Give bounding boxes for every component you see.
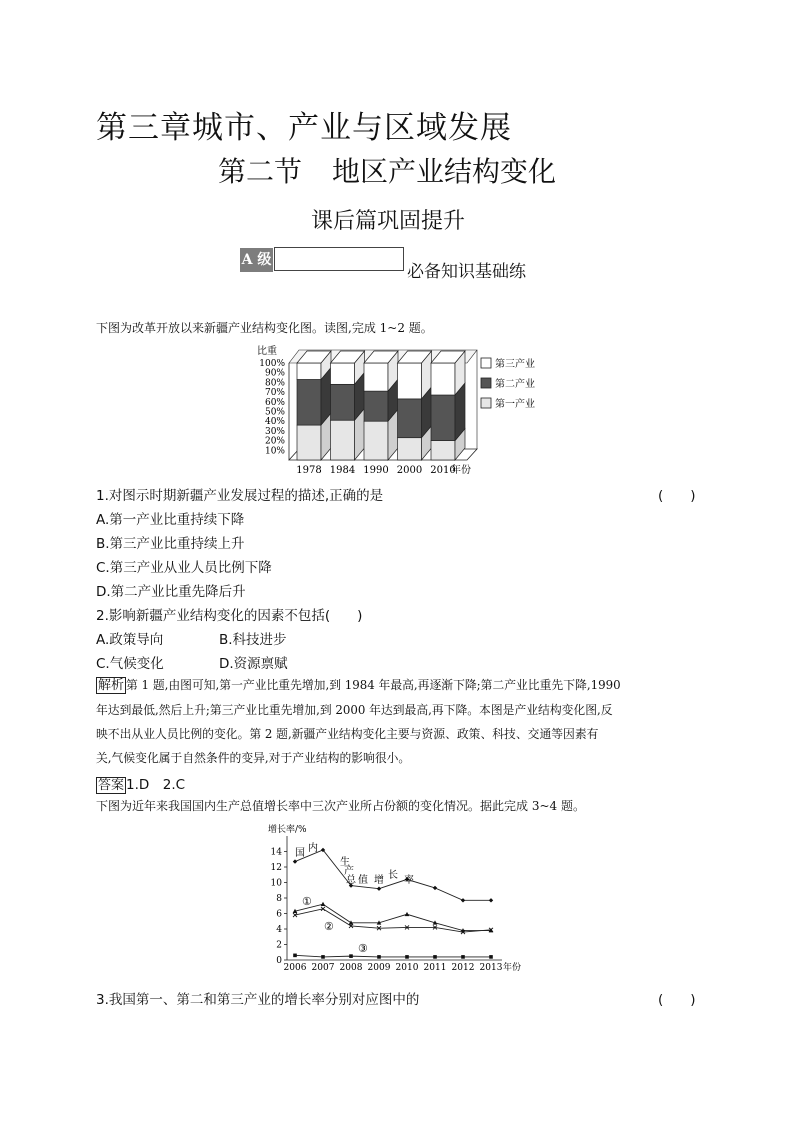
chart2-xtick-label: 2013: [479, 963, 503, 973]
legend-swatch-primary: [481, 398, 491, 408]
chart1-ytick-label: 100%: [259, 359, 285, 369]
answer-tag: 答案: [98, 778, 125, 793]
gdp-label-char: 值: [358, 875, 368, 886]
chart2-point: [461, 898, 465, 902]
chart1-bar-segment: [364, 421, 388, 460]
q2-option-c: C.气候变化: [96, 656, 164, 672]
series-marker-3: ③: [358, 942, 368, 955]
chart1-bar-segment: [297, 379, 321, 425]
question-3-answer-paren: ( ): [658, 992, 696, 1008]
section-heading: [218, 150, 556, 190]
chart1-xtick-label: 1990: [363, 465, 389, 476]
chart1-bar-segment: [364, 363, 388, 391]
gdp-label-char: 国: [295, 848, 305, 859]
answer-line: [96, 773, 185, 794]
chart1-xtick-label: 2010: [430, 465, 456, 476]
chart1-bars: [297, 351, 465, 460]
chart2-ytick-label: 14: [270, 847, 282, 858]
question-2-stem: 2.影响新疆产业结构变化的因素不包括( ): [96, 608, 363, 624]
analysis-line-1: [96, 676, 621, 694]
chart1-ytick-label: 90%: [264, 368, 285, 379]
question-1-answer-paren: ( ): [658, 488, 696, 504]
chart2-ylabel: 增长率/%: [268, 825, 307, 835]
chart1-bar-segment: [331, 420, 355, 460]
chart2-point: [433, 955, 437, 959]
question-1-stem: 1.对图示时期新疆产业发展过程的描述,正确的是: [96, 488, 384, 504]
chart2-ytick-label: 10: [270, 878, 282, 889]
section-title: 地区产业结构变化: [332, 155, 557, 188]
q1-option-a: A.第一产业比重持续下降: [96, 512, 245, 528]
level-title: 必备知识基础练: [407, 262, 526, 282]
section-number: 第二节: [218, 155, 303, 188]
legend-swatch-secondary: [481, 378, 491, 388]
chart2-point: [321, 902, 326, 906]
chart2-point: [377, 887, 381, 891]
chart2-lines: [293, 848, 494, 959]
chart1-xtick-label: 1978: [296, 465, 322, 476]
chart1-ytick-label: 40%: [264, 417, 285, 428]
chart2-point: [405, 955, 409, 959]
q2-option-b: B.科技进步: [219, 632, 287, 648]
chart1-bar-segment: [431, 441, 455, 460]
chart2-point: [461, 955, 465, 959]
chart2-point: [405, 912, 410, 916]
chart2-xtick-label: 2007: [311, 963, 335, 973]
analysis-line-3: 映不出从业人员比例的变化。第 2 题,新疆产业结构变化主要与资源、政策、科技、交通等因素有: [96, 727, 599, 741]
series-marker-1: ①: [302, 895, 312, 908]
gdp-label-char: 总: [346, 875, 356, 886]
chart2-point: [293, 859, 297, 863]
chart1-ylabel: 比重: [257, 346, 277, 357]
chart2-ytick-label: 4: [276, 925, 282, 935]
answer-text: 1.D 2.C: [126, 777, 186, 793]
level-blank-box: [274, 247, 404, 271]
gdp-label-char: 产: [344, 866, 354, 877]
subtitle: 课后篇巩固提升: [311, 209, 466, 234]
gdp-label-char: 增: [374, 875, 384, 886]
chart1-ytick-label: 10%: [264, 446, 285, 457]
analysis-tag: 解析: [98, 678, 125, 693]
chart2-point: [377, 955, 381, 959]
chart2-ytick-label: 0: [276, 956, 282, 966]
chart1-ytick-label: 80%: [264, 378, 285, 389]
chart1-ytick-label: 30%: [264, 426, 285, 437]
chart1-bar-segment: [398, 438, 422, 460]
legend-label-primary: 第一产业: [495, 399, 535, 410]
gdp-label-char: 生: [340, 857, 350, 868]
chart1-bar-segment: [297, 363, 321, 379]
industry-structure-chart: [255, 338, 555, 480]
chart2-point: [489, 955, 493, 959]
chart2-xtick-label: 2009: [367, 963, 391, 973]
chart2-xtick-label: 2008: [339, 963, 363, 973]
intro-q1-2: 下图为改革开放以来新疆产业结构变化图。读图,完成 1~2 题。: [96, 321, 433, 335]
question-3-stem: 3.我国第一、第二和第三产业的增长率分别对应图中的: [96, 992, 420, 1008]
chart1-bar-segment: [398, 363, 422, 399]
chart2-xtick-label: 2012: [451, 963, 475, 973]
legend-label-secondary: 第二产业: [495, 379, 535, 390]
chart1-xtick-label: 2000: [396, 465, 423, 476]
chart2-point: [349, 954, 353, 958]
level-tag: A 级: [240, 248, 273, 272]
q1-option-b: B.第三产业比重持续上升: [96, 536, 245, 552]
chart2-point: [321, 955, 325, 959]
gdp-label-char: 长: [388, 870, 398, 881]
chart2-ytick-label: 12: [270, 863, 282, 873]
chart1-bar-segment: [364, 391, 388, 421]
q1-option-d: D.第二产业比重先降后升: [96, 584, 246, 600]
chart2-ytick-label: 8: [276, 894, 282, 904]
series-marker-2: ②: [324, 920, 334, 933]
gdp-growth-label: [295, 841, 414, 886]
chart2-ytick-label: 6: [276, 909, 282, 920]
chart1-bar-segment: [431, 395, 455, 441]
chart2-xtick-label: 2006: [283, 963, 307, 973]
chart2-ytick-label: 2: [276, 940, 282, 951]
intro-q3-4: 下图为近年来我国国内生产总值增长率中三次产业所占份额的变化情况。据此完成 3~4 题。: [96, 799, 585, 813]
chart1-xticks: [296, 465, 455, 476]
q2-option-d: D.资源禀赋: [219, 656, 288, 672]
chart1-xlabel: 年份: [451, 465, 471, 476]
chart2-yticks: [271, 848, 287, 967]
chart1-bar-segment: [398, 399, 422, 438]
chart1-bar-segment: [331, 363, 355, 384]
analysis-line-4: 关,气候变化属于自然条件的变异,对于产业结构的影响很小。: [96, 751, 411, 765]
chart2-xticks: [284, 963, 503, 973]
gdp-label-char: 率: [404, 875, 414, 886]
gdp-label-char: 内: [308, 843, 318, 854]
analysis-line-2: 年达到最低,然后上升;第三产业比重先增加,到 2000 年达到最高,再下降。本图是产业结构变化图,反: [96, 703, 613, 717]
chart2-xtick-label: 2011: [423, 963, 447, 973]
chart2-xtick-label: 2010: [395, 963, 419, 973]
chart1-bar-segment: [431, 363, 455, 395]
legend-swatch-tertiary: [481, 358, 491, 368]
analysis-text-1: 第 1 题,由图可知,第一产业比重先增加,到 1984 年最高,再逐渐下降;第二产业比重先下降,1990: [126, 678, 621, 692]
chart1-bar-segment: [331, 384, 355, 420]
chart2-xlabel: 年份: [503, 963, 522, 973]
chapter-title: 第三章城市、产业与区域发展: [96, 110, 512, 146]
legend-label-tertiary: 第三产业: [495, 359, 535, 370]
chart1-ytick-label: 70%: [264, 388, 285, 399]
chart1-ytick-label: 20%: [264, 436, 285, 447]
chart1-bar-segment: [297, 425, 321, 460]
chart1-ytick-label: 50%: [264, 407, 285, 418]
chart1-ytick-label: 60%: [264, 397, 285, 408]
chart1-xtick-label: 1984: [329, 465, 356, 476]
chart2-point: [433, 886, 437, 890]
chart2-point: [489, 898, 493, 902]
chart1-yticks: [259, 359, 285, 456]
gdp-growth-chart: [262, 820, 542, 976]
q1-option-c: C.第三产业从业人员比例下降: [96, 560, 272, 576]
chart2-point: [293, 954, 297, 958]
q2-option-a: A.政策导向: [96, 632, 164, 648]
